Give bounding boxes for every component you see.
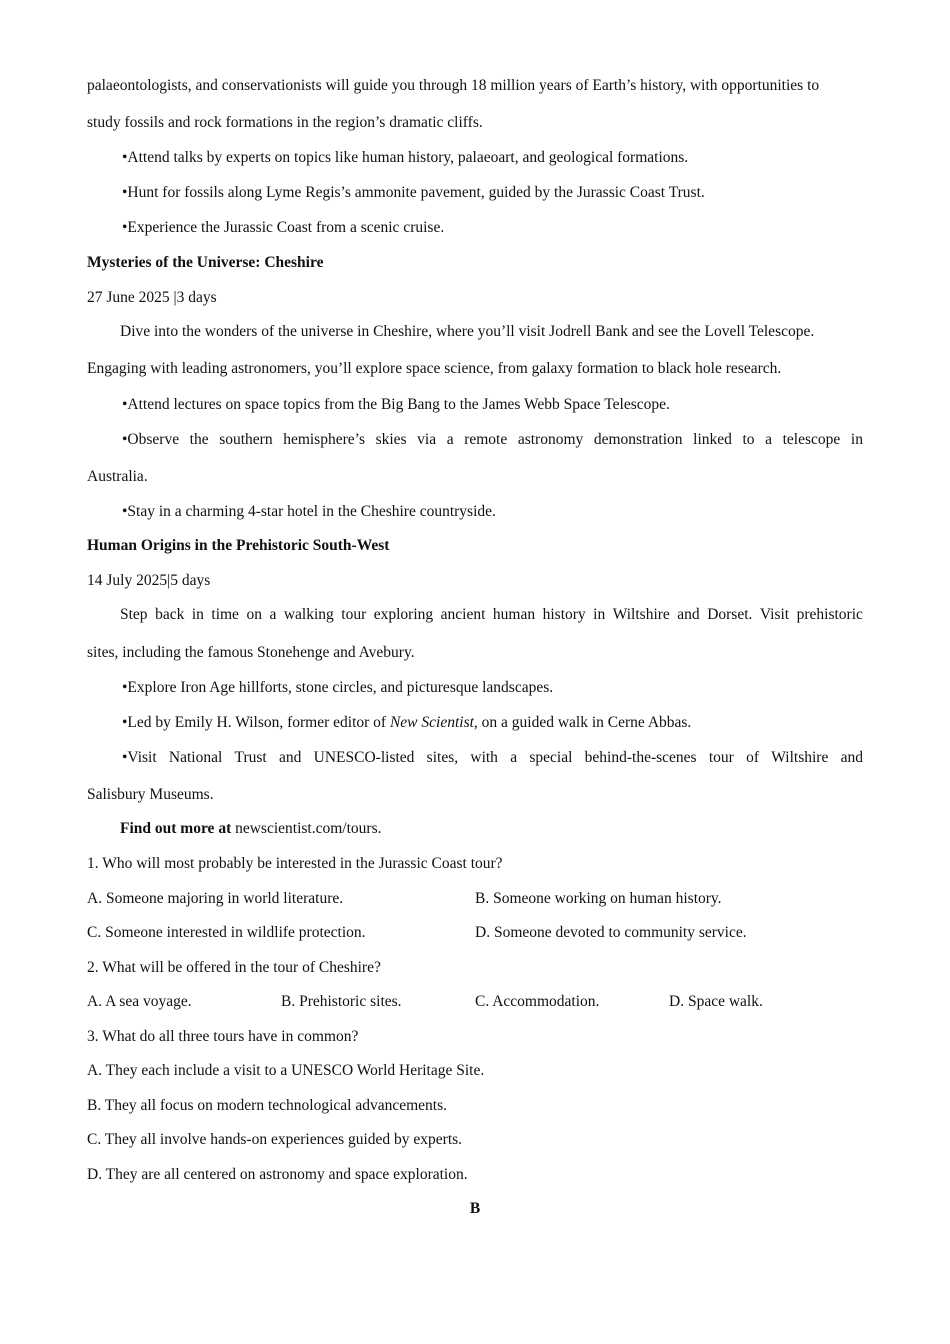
word: telescope — [782, 431, 841, 448]
question-2-option-b: B. Prehistoric sites. — [281, 993, 402, 1010]
word: Wiltshire — [612, 606, 670, 623]
word: back — [155, 606, 185, 623]
find-out-more-label: Find out more at — [120, 820, 232, 837]
word: UNESCO-listed — [313, 749, 415, 766]
word: history — [542, 606, 586, 623]
word: hemisphere’s — [283, 431, 365, 448]
cheshire-desc-line-1: Dive into the wonders of the universe in Cheshire, where you’ll visit Jodrell Bank and see the Lovell Telescope. — [120, 323, 815, 340]
word: special — [529, 749, 573, 766]
southwest-desc-line-1 — [120, 605, 863, 625]
cheshire-bullet-2-continued: Australia. — [87, 468, 148, 485]
magazine-title: New Scientist — [389, 714, 474, 731]
question-3-option-a: A. They each include a visit to a UNESCO World Heritage Site. — [87, 1062, 485, 1079]
word: to — [742, 431, 755, 448]
question-2-stem: 2. What will be offered in the tour of Cheshire? — [87, 959, 381, 976]
question-1-option-d: D. Someone devoted to community service. — [475, 924, 747, 941]
word: a — [269, 606, 277, 623]
word: ancient — [440, 606, 486, 623]
word: in — [191, 606, 204, 623]
bullet-text: , on a guided walk in Cerne Abbas. — [473, 714, 692, 731]
word: a — [510, 749, 518, 766]
question-2-option-d: D. Space walk. — [669, 993, 763, 1010]
word: astronomy — [517, 431, 584, 448]
bullet-text: •Led by Emily H. Wilson, former editor of — [122, 714, 390, 731]
word: linked — [693, 431, 732, 448]
question-1-option-a: A. Someone majoring in world literature. — [87, 890, 344, 907]
word: sites, — [426, 749, 459, 766]
southwest-desc-line-2: sites, including the famous Stonehenge and Avebury. — [87, 644, 415, 661]
word: demonstration — [593, 431, 683, 448]
word: behind-the-scenes — [584, 749, 697, 766]
cheshire-date: 27 June 2025 |3 days — [87, 289, 217, 306]
word: on — [246, 606, 262, 623]
word: and — [840, 749, 863, 766]
word: Wiltshire — [771, 749, 829, 766]
cheshire-bullet-3: •Stay in a charming 4-star hotel in the Cheshire countryside. — [122, 503, 496, 520]
word: the — [189, 431, 209, 448]
word: walking — [283, 606, 334, 623]
cheshire-bullet-1: •Attend lectures on space topics from the Big Bang to the James Webb Space Telescope. — [122, 396, 670, 413]
word: •Observe — [122, 431, 180, 448]
word: a — [446, 431, 454, 448]
southwest-bullet-2 — [122, 713, 691, 733]
cheshire-desc-line-2: Engaging with leading astronomers, you’ll explore space science, from galaxy formation to black hole research. — [87, 360, 782, 377]
find-out-more-url: newscientist.com/tours. — [231, 820, 382, 837]
question-3-option-c: C. They all involve hands-on experiences guided by experts. — [87, 1131, 463, 1148]
word: in — [593, 606, 606, 623]
question-2-option-c: C. Accommodation. — [475, 993, 600, 1010]
word: a — [765, 431, 773, 448]
question-3-stem: 3. What do all three tours have in common? — [87, 1028, 359, 1045]
question-1-option-b: B. Someone working on human history. — [475, 890, 722, 907]
word: southern — [219, 431, 273, 448]
word: of — [746, 749, 759, 766]
question-3-option-b: B. They all focus on modern technological advancements. — [87, 1097, 447, 1114]
jurassic-bullet-1: •Attend talks by experts on topics like human history, palaeoart, and geological formations. — [122, 149, 689, 166]
word: Visit — [759, 606, 790, 623]
word: Dorset. — [707, 606, 753, 623]
word: tour — [341, 606, 367, 623]
question-3-option-d: D. They are all centered on astronomy and space exploration. — [87, 1166, 468, 1183]
word: •Visit — [122, 749, 157, 766]
word: and — [677, 606, 700, 623]
intro-continued-line-1: palaeontologists, and conservationists will guide you through 18 million years of Earth’s history, with opportunities to — [87, 77, 820, 94]
word: skies — [375, 431, 407, 448]
word: prehistoric — [796, 606, 863, 623]
southwest-bullet-3 — [122, 748, 863, 768]
word: time — [211, 606, 239, 623]
southwest-bullet-3-continued: Salisbury Museums. — [87, 786, 214, 803]
cheshire-title: Mysteries of the Universe: Cheshire — [87, 254, 324, 271]
word: via — [417, 431, 437, 448]
southwest-title: Human Origins in the Prehistoric South-West — [87, 537, 390, 554]
southwest-bullet-1: •Explore Iron Age hillforts, stone circles, and picturesque landscapes. — [122, 679, 554, 696]
word: Trust — [234, 749, 267, 766]
word: human — [492, 606, 536, 623]
section-label: B — [469, 1200, 481, 1217]
word: exploring — [373, 606, 434, 623]
question-1-stem: 1. Who will most probably be interested in the Jurassic Coast tour? — [87, 855, 503, 872]
cheshire-bullet-2 — [122, 430, 863, 450]
word: and — [279, 749, 302, 766]
question-1-option-c: C. Someone interested in wildlife protection. — [87, 924, 366, 941]
word: National — [168, 749, 223, 766]
question-2-option-a: A. A sea voyage. — [87, 993, 192, 1010]
find-out-more — [120, 819, 381, 839]
word: tour — [708, 749, 734, 766]
jurassic-bullet-3: •Experience the Jurassic Coast from a scenic cruise. — [122, 219, 445, 236]
word: with — [470, 749, 498, 766]
southwest-date: 14 July 2025|5 days — [87, 572, 211, 589]
word: in — [850, 431, 863, 448]
word: remote — [464, 431, 508, 448]
jurassic-bullet-2: •Hunt for fossils along Lyme Regis’s ammonite pavement, guided by the Jurassic Coast Trust. — [122, 184, 705, 201]
word: Step — [120, 606, 148, 623]
intro-continued-line-2: study fossils and rock formations in the region’s dramatic cliffs. — [87, 114, 483, 131]
